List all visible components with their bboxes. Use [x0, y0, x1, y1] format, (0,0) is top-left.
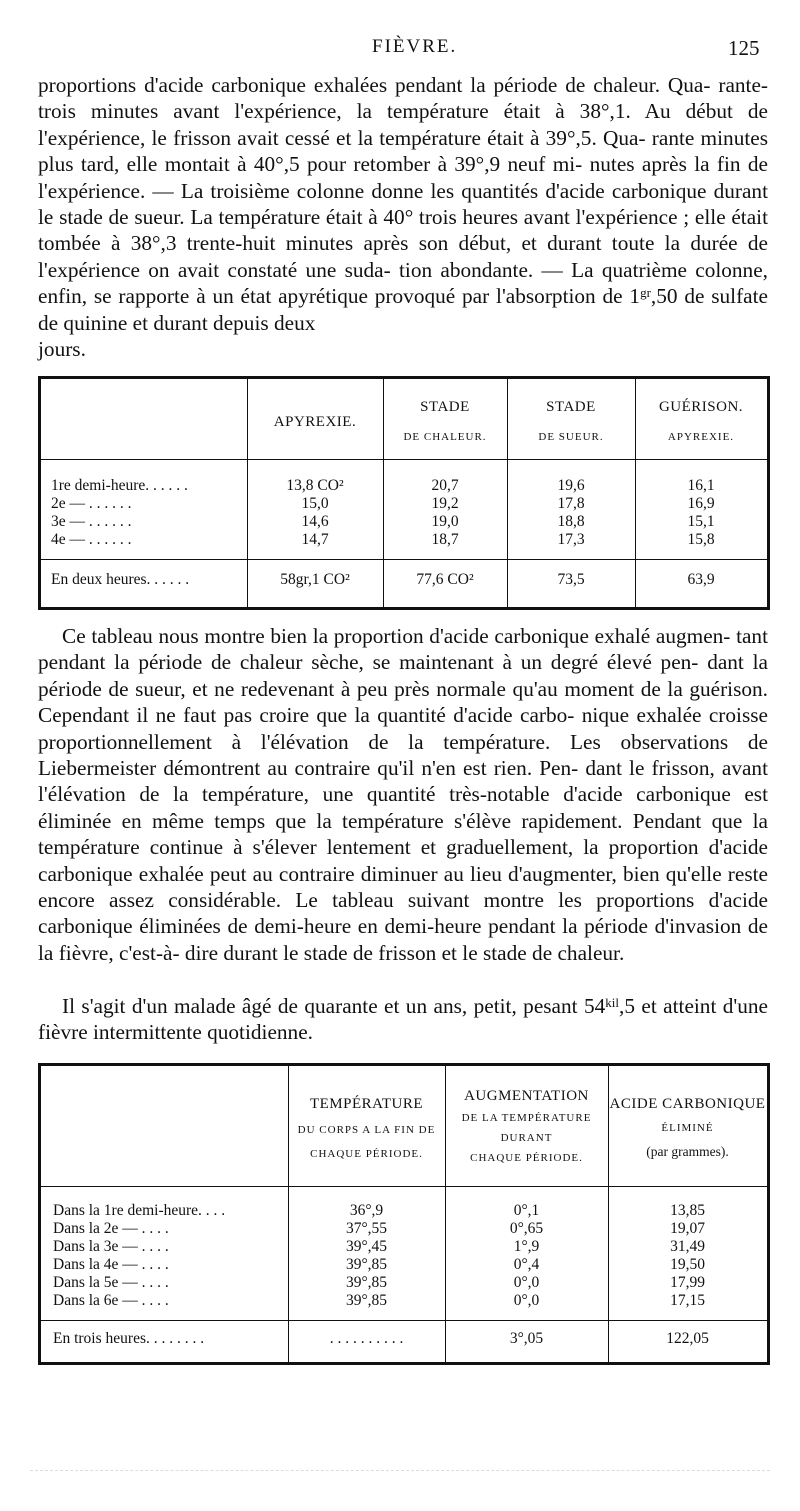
text-line: rante-trois minutes avant l'expérience, la température était à 38°,1. Au début	[38, 73, 769, 124]
table-cell: 19,50	[670, 1256, 705, 1273]
text-line: tion abondante. — La quatrième colonne, enfin, se rapporte à un état apyrétique	[38, 257, 768, 309]
text-line: dire durant le stade de frisson et le stade de chaleur.	[184, 940, 625, 965]
table-cell: 14,7	[301, 531, 329, 548]
text-line: dant le frisson, avant l'élévation de la température, une quantité très-notable	[38, 756, 768, 807]
text-line: dant la période de sueur, et ne redevenant à peu près normale qu'au moment	[38, 650, 768, 701]
table-cell: 3°,05	[509, 1330, 544, 1347]
column-header: STADE	[420, 399, 470, 415]
column-subheader: CHAQUE PÉRIODE.	[310, 1148, 423, 1160]
paragraph-2	[38, 623, 768, 966]
table-cell: 20,7	[431, 477, 459, 494]
column-subheader: (par grammes).	[646, 1144, 729, 1159]
table-cell: 18,8	[557, 513, 585, 530]
column-header: APYREXIE.	[273, 414, 357, 430]
superscript: kil	[605, 995, 620, 1010]
text-line: ,5 et	[619, 994, 657, 1018]
column-header: GUÉRISON.	[658, 399, 744, 415]
table-cell: 19,2	[431, 495, 459, 512]
table-co2-invasion	[38, 1063, 770, 1365]
column-subheader: DE SUEUR.	[538, 431, 604, 443]
text-line: diminuer au lieu d'augmenter, bien qu'elle reste encore assez considérable.	[38, 861, 769, 913]
table-cell: 14,6	[301, 513, 329, 530]
table-cell: 0°,1	[513, 1202, 540, 1219]
table-cell: 63,9	[687, 571, 715, 588]
table-cell: 19,07	[670, 1220, 705, 1237]
table-cell: 122,05	[666, 1330, 709, 1347]
text-line: d'acide carbonique est éliminée en même temps que la température s'élève	[38, 782, 769, 833]
text-line: nique exhalée croisse proportionnellement à l'élévation de la température. Les	[38, 703, 768, 754]
table-co2-stages	[38, 376, 770, 610]
table-cell: 19,0	[431, 513, 459, 530]
text-line: ,50 de sulfate de quinine et durant depuis deux	[38, 284, 769, 335]
running-header	[0, 36, 800, 66]
superscript: gr	[640, 285, 651, 301]
row-label: En deux heures. . . . . .	[51, 571, 190, 588]
paragraph-1	[38, 72, 768, 362]
column-header: ACIDE CARBONIQUE	[609, 1096, 766, 1112]
text-line: graduellement, la proportion d'acide carbonique exhalée peut au contraire	[38, 835, 769, 886]
text-line: provoqué par l'absorption de 1	[374, 284, 641, 309]
row-rule	[41, 459, 767, 460]
table-cell: 39°,85	[345, 1256, 388, 1273]
row-label: 3e — . . . . . .	[51, 513, 132, 530]
text-line: nutes après la fin de l'expérience. — La troisième colonne donne les quantités	[38, 152, 768, 203]
text-line: observations de Liebermeister démontrent au contraire qu'il n'en est rien. Pen-	[38, 729, 768, 781]
table-cell: 0°,0	[513, 1292, 540, 1309]
table-cell: 39°,45	[345, 1238, 388, 1255]
table-cell: 0°,0	[513, 1274, 540, 1291]
column-subheader: DU CORPS A LA FIN DE	[297, 1124, 436, 1136]
column-subheader: APYREXIE.	[667, 431, 735, 443]
row-rule	[41, 1320, 767, 1321]
table-cell: 77,6 CO²	[416, 571, 474, 588]
row-rule	[41, 559, 767, 560]
table-cell: 13,85	[670, 1202, 705, 1219]
table-cell: 39°,85	[345, 1292, 388, 1309]
row-label: Dans la 5e — . . . .	[53, 1274, 169, 1291]
table-cell: 18,7	[431, 531, 459, 548]
row-label: Dans la 6e — . . . .	[53, 1292, 169, 1309]
text-line: son début, et durant toute la durée de l'expérience on avait constaté une suda-	[38, 231, 768, 282]
text-line: demi-heure en demi-heure pendant la période d'invasion de la fièvre, c'est-à-	[38, 914, 769, 965]
column-subheader: DE LA TEMPÉRATURE	[461, 1112, 592, 1124]
table-cell: 37°,55	[345, 1220, 388, 1237]
table-cell: 15,1	[687, 513, 715, 530]
row-rule	[41, 1186, 767, 1187]
table-cell: 39°,85	[345, 1274, 388, 1291]
row-label: 4e — . . . . . .	[51, 531, 132, 548]
text-line: tant pendant la période de chaleur sèche, se maintenant à un degré élevé pen-	[38, 624, 768, 675]
row-label: 1re demi-heure. . . . . .	[51, 477, 188, 494]
text-line: de la guérison. Cependant il ne faut pas croire que la quantité d'acide carbo-	[38, 676, 769, 728]
table-cell: . . . . . . . . . .	[329, 1330, 404, 1347]
table-cell: 17,15	[670, 1292, 705, 1309]
table-cell: 16,9	[687, 495, 715, 512]
table-cell: 1°,9	[513, 1238, 540, 1255]
text-line: jours.	[38, 337, 86, 362]
text-line: de l'expérience, le frisson avait cessé et la température était à 39°,5. Qua-	[38, 99, 769, 150]
row-label: Dans la 1re demi-heure. . . .	[53, 1202, 226, 1219]
table-cell: 17,3	[557, 531, 585, 548]
table-cell: 0°,4	[513, 1256, 540, 1273]
table-cell: 16,1	[687, 477, 715, 494]
column-header: STADE	[546, 399, 596, 415]
table-cell: 15,8	[687, 531, 715, 548]
text-line: d'acide carbonique durant le stade de sueur. La température était à 40° trois	[38, 178, 768, 230]
page-bottom-rule	[30, 1470, 770, 1471]
column-header: AUGMENTATION	[464, 1088, 589, 1104]
text-line: rapidement. Pendant que la température continue à s'élever lentement et	[38, 808, 768, 860]
table-cell: 19,6	[557, 477, 585, 494]
text-line: rante minutes plus tard, elle montait à 40°,5 pour retomber à 39°,9 neuf mi-	[38, 125, 768, 177]
table-cell: 31,49	[670, 1238, 705, 1255]
text-line: heures avant l'expérience ; elle était tombée à 38°,3 trente-huit minutes après	[38, 205, 769, 256]
paragraph-3	[38, 993, 768, 1046]
table-cell: 0°,65	[509, 1220, 544, 1237]
column-subheader: DURANT	[500, 1132, 553, 1144]
page-number: 125	[728, 36, 760, 60]
column-subheader: CHAQUE PÉRIODE.	[470, 1152, 583, 1164]
running-title: FIÈVRE.	[372, 36, 458, 57]
text-line: Ce tableau nous montre bien la proportion d'acide carbonique exhalé augmen-	[62, 624, 731, 648]
text-line: proportions d'acide carbonique exhalées pendant la période de chaleur. Qua-	[38, 73, 711, 97]
text-line: Il s'agit d'un malade âgé de quarante et un ans, petit, pesant 54	[62, 994, 606, 1018]
column-header: TEMPÉRATURE	[309, 1096, 423, 1112]
column-subheader: ÉLIMINÉ	[661, 1122, 714, 1134]
table-cell: 73,5	[557, 571, 585, 588]
row-label: Dans la 3e — . . . .	[53, 1238, 169, 1255]
table-cell: 17,99	[670, 1274, 705, 1291]
table-cell: 58gr,1 CO²	[280, 571, 350, 588]
row-label: Dans la 2e — . . . .	[53, 1220, 169, 1237]
column-subheader: DE CHALEUR.	[403, 431, 487, 443]
text-line: Le tableau suivant montre les proportions d'acide carbonique éliminées de	[38, 888, 768, 939]
table-cell: 17,8	[557, 495, 585, 512]
row-label: Dans la 4e — . . . .	[53, 1256, 169, 1273]
text-line: atteint d'une fièvre intermittente quotidienne.	[38, 994, 769, 1045]
table-cell: 15,0	[301, 495, 329, 512]
table-cell: 13,8 CO²	[286, 477, 344, 494]
row-label: En trois heures. . . . . . . .	[53, 1330, 205, 1347]
table-cell: 36°,9	[349, 1202, 384, 1219]
row-label: 2e — . . . . . .	[51, 495, 132, 512]
